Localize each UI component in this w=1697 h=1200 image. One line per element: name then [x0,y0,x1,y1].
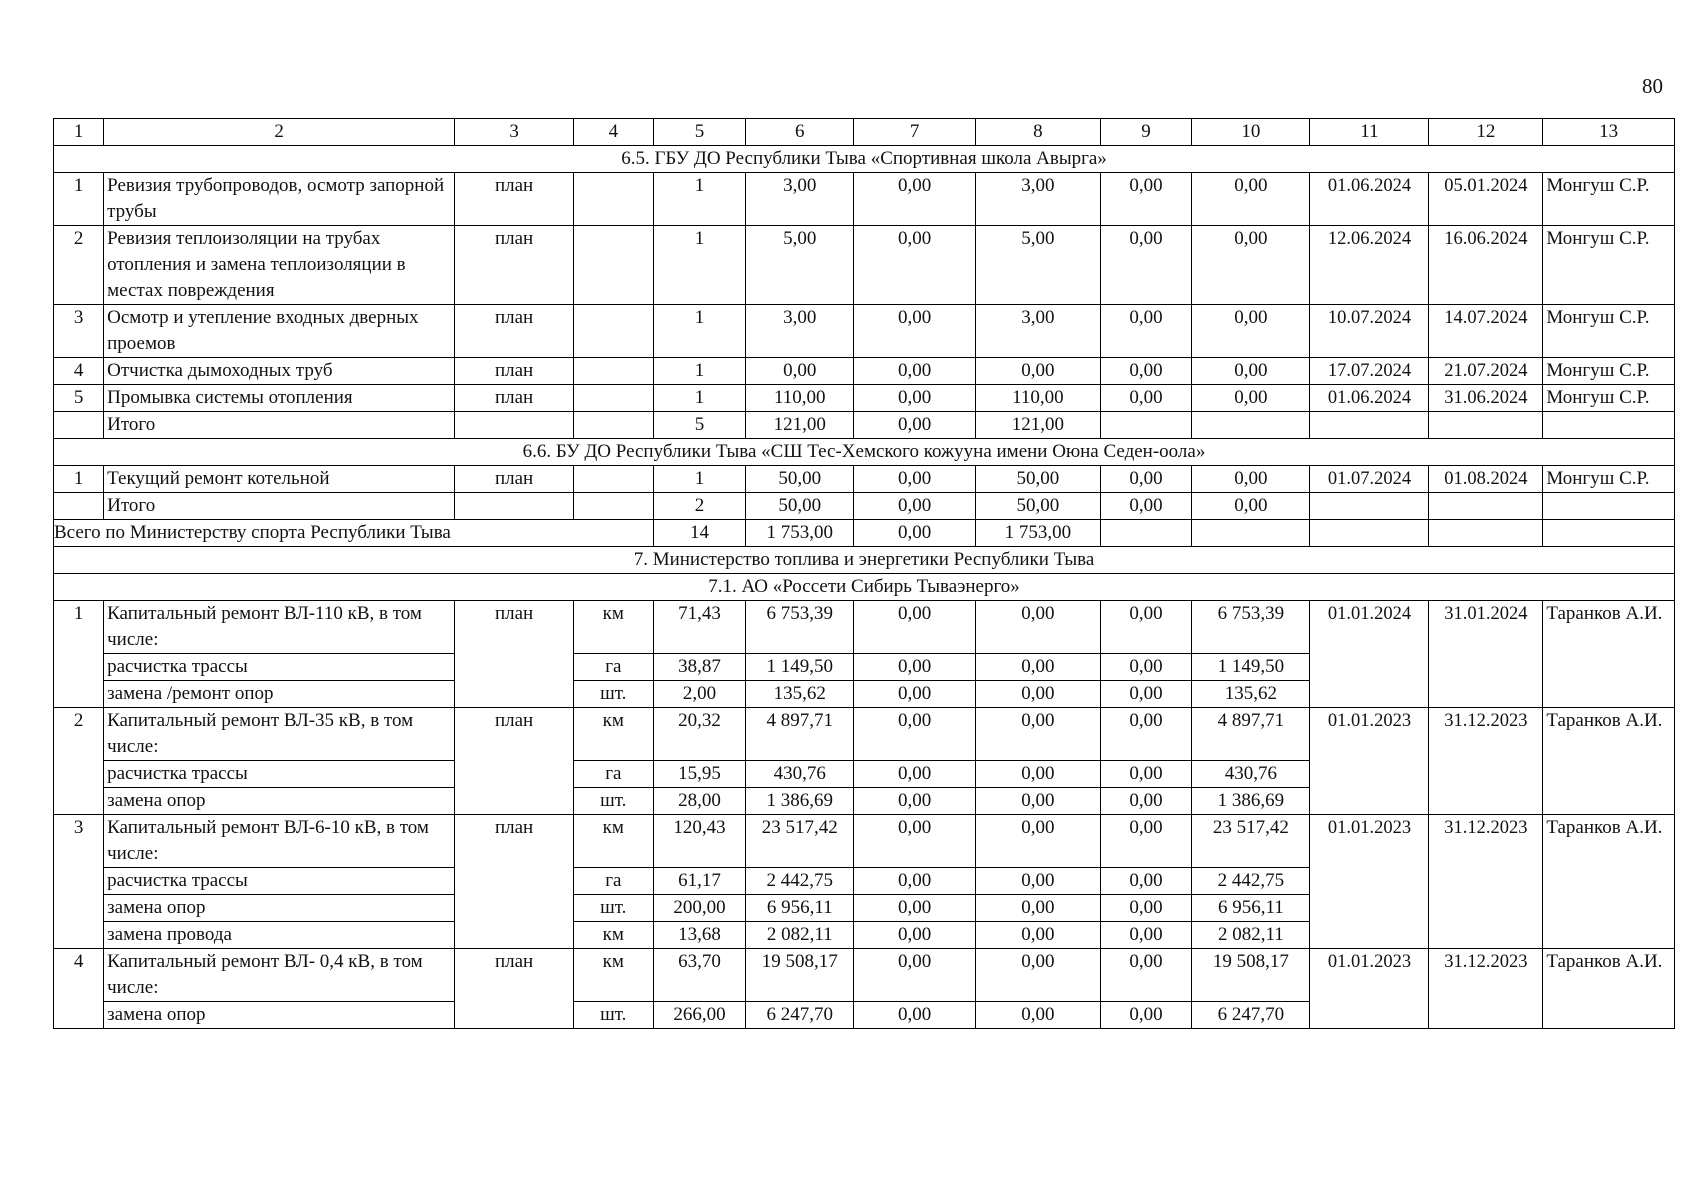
amount-9: 0,00 [1100,466,1192,493]
work-name: Промывка системы отопления [104,385,455,412]
amount-6: 1 149,50 [746,654,854,681]
column-header-6: 6 [746,119,854,146]
start-date: 01.01.2024 [1310,601,1429,708]
amount-6: 5,00 [746,226,854,305]
empty-cell [1310,412,1429,439]
responsible: Таранков А.И. [1543,815,1675,949]
start-date: 01.06.2024 [1310,173,1429,226]
amount-8: 0,00 [976,654,1100,681]
amount-8: 0,00 [976,922,1100,949]
quantity: 38,87 [653,654,746,681]
unit: шт. [574,1002,653,1029]
unit: га [574,654,653,681]
total-quantity: 2 [653,493,746,520]
work-type: план [455,949,574,1029]
unit: км [574,815,653,868]
amount-6: 6 753,39 [746,601,854,654]
section-row [54,574,1675,601]
row-number: 1 [54,466,104,493]
amount-7: 0,00 [854,761,976,788]
amount-8: 0,00 [976,1002,1100,1029]
work-name: Ревизия теплоизоляции на трубах отопления и замена теплоизоляции в местах повреждения [104,226,455,305]
total-amount-10: 0,00 [1192,493,1310,520]
start-date: 10.07.2024 [1310,305,1429,358]
responsible: Таранков А.И. [1543,708,1675,815]
table-row [54,385,1675,412]
header-row [54,119,1675,146]
work-name: замена опор [104,1002,455,1029]
empty-cell [1543,520,1675,547]
amount-7: 0,00 [854,654,976,681]
empty-cell [574,493,653,520]
amount-6: 3,00 [746,305,854,358]
quantity: 1 [653,358,746,385]
quantity: 28,00 [653,788,746,815]
amount-9: 0,00 [1100,654,1192,681]
amount-10: 135,62 [1192,681,1310,708]
amount-8: 0,00 [976,788,1100,815]
quantity: 15,95 [653,761,746,788]
amount-7: 0,00 [854,226,976,305]
amount-7: 0,00 [854,1002,976,1029]
start-date: 01.01.2023 [1310,949,1429,1029]
start-date: 17.07.2024 [1310,358,1429,385]
empty-cell [574,412,653,439]
column-header-13: 13 [1543,119,1675,146]
amount-6: 19 508,17 [746,949,854,1002]
total-row [54,493,1675,520]
unit: га [574,868,653,895]
work-type: план [455,601,574,708]
responsible: Таранков А.И. [1543,601,1675,708]
work-name: расчистка трассы [104,654,455,681]
amount-6: 50,00 [746,466,854,493]
column-header-12: 12 [1429,119,1543,146]
work-name: расчистка трассы [104,868,455,895]
row-number: 5 [54,385,104,412]
work-plan-table [53,118,1675,1029]
amount-7: 0,00 [854,305,976,358]
amount-6: 0,00 [746,358,854,385]
row-number: 2 [54,226,104,305]
work-name: замена опор [104,788,455,815]
end-date: 01.08.2024 [1429,466,1543,493]
amount-6: 110,00 [746,385,854,412]
table-row [54,708,1675,761]
start-date: 01.01.2023 [1310,708,1429,815]
section-row [54,146,1675,173]
quantity: 71,43 [653,601,746,654]
empty-cell [1192,412,1310,439]
section-title: 7. Министерство топлива и энергетики Республики Тыва [54,547,1675,574]
row-number: 3 [54,815,104,949]
column-header-3: 3 [455,119,574,146]
quantity: 61,17 [653,868,746,895]
column-header-8: 8 [976,119,1100,146]
ministry-total-amount-7: 0,00 [854,520,976,547]
end-date: 14.07.2024 [1429,305,1543,358]
ministry-total-label: Всего по Министерству спорта Республики Тыва [54,520,654,547]
ministry-total-amount-6: 1 753,00 [746,520,854,547]
amount-7: 0,00 [854,681,976,708]
work-type: план [455,305,574,358]
amount-6: 1 386,69 [746,788,854,815]
work-name: Капитальный ремонт ВЛ-6-10 кВ, в том числе: [104,815,455,868]
amount-6: 6 956,11 [746,895,854,922]
unit [574,358,653,385]
unit: км [574,949,653,1002]
empty-cell [455,493,574,520]
amount-10: 1 149,50 [1192,654,1310,681]
amount-9: 0,00 [1100,601,1192,654]
start-date: 01.01.2023 [1310,815,1429,949]
work-name: замена /ремонт опор [104,681,455,708]
work-name: замена провода [104,922,455,949]
amount-10: 0,00 [1192,466,1310,493]
end-date: 31.12.2023 [1429,815,1543,949]
column-header-7: 7 [854,119,976,146]
amount-8: 50,00 [976,466,1100,493]
work-name: Осмотр и утепление входных дверных проемов [104,305,455,358]
section-title: 6.6. БУ ДО Республики Тыва «СШ Тес-Хемского кожууна имени Оюна Седен-оола» [54,439,1675,466]
empty-cell [1310,493,1429,520]
empty-cell [1543,412,1675,439]
column-header-1: 1 [54,119,104,146]
work-type: план [455,815,574,949]
amount-10: 0,00 [1192,305,1310,358]
amount-7: 0,00 [854,949,976,1002]
quantity: 1 [653,385,746,412]
amount-9: 0,00 [1100,761,1192,788]
quantity: 1 [653,466,746,493]
column-header-10: 10 [1192,119,1310,146]
amount-8: 0,00 [976,681,1100,708]
quantity: 1 [653,305,746,358]
empty-cell [54,412,104,439]
section-row [54,439,1675,466]
amount-9: 0,00 [1100,1002,1192,1029]
total-amount-7: 0,00 [854,412,976,439]
amount-9: 0,00 [1100,173,1192,226]
total-label: Итого [104,493,455,520]
amount-10: 0,00 [1192,358,1310,385]
amount-7: 0,00 [854,708,976,761]
work-name: Капитальный ремонт ВЛ- 0,4 кВ, в том числе: [104,949,455,1002]
table-row [54,601,1675,654]
section-title: 7.1. АО «Россети Сибирь Тываэнерго» [54,574,1675,601]
column-header-9: 9 [1100,119,1192,146]
amount-7: 0,00 [854,173,976,226]
amount-9: 0,00 [1100,868,1192,895]
amount-8: 3,00 [976,173,1100,226]
unit: шт. [574,681,653,708]
amount-10: 0,00 [1192,385,1310,412]
amount-6: 6 247,70 [746,1002,854,1029]
responsible: Монгуш С.Р. [1543,385,1675,412]
amount-9: 0,00 [1100,305,1192,358]
unit: км [574,601,653,654]
amount-10: 2 082,11 [1192,922,1310,949]
unit [574,305,653,358]
table-row [54,173,1675,226]
amount-7: 0,00 [854,385,976,412]
amount-6: 23 517,42 [746,815,854,868]
amount-10: 0,00 [1192,173,1310,226]
quantity: 20,32 [653,708,746,761]
unit [574,385,653,412]
responsible: Таранков А.И. [1543,949,1675,1029]
amount-9: 0,00 [1100,815,1192,868]
section-title: 6.5. ГБУ ДО Республики Тыва «Спортивная школа Авырга» [54,146,1675,173]
amount-7: 0,00 [854,466,976,493]
total-amount-8: 121,00 [976,412,1100,439]
quantity: 266,00 [653,1002,746,1029]
column-header-4: 4 [574,119,653,146]
work-name: Отчистка дымоходных труб [104,358,455,385]
amount-6: 4 897,71 [746,708,854,761]
amount-9: 0,00 [1100,922,1192,949]
end-date: 31.01.2024 [1429,601,1543,708]
amount-6: 2 082,11 [746,922,854,949]
end-date: 31.12.2023 [1429,949,1543,1029]
work-name: расчистка трассы [104,761,455,788]
amount-9: 0,00 [1100,949,1192,1002]
row-number: 1 [54,173,104,226]
amount-9: 0,00 [1100,895,1192,922]
table-row [54,226,1675,305]
amount-9: 0,00 [1100,385,1192,412]
total-amount-8: 50,00 [976,493,1100,520]
row-number: 2 [54,708,104,815]
amount-7: 0,00 [854,895,976,922]
column-header-5: 5 [653,119,746,146]
column-header-11: 11 [1310,119,1429,146]
quantity: 1 [653,226,746,305]
ministry-total-row [54,520,1675,547]
work-name: Капитальный ремонт ВЛ-35 кВ, в том числе: [104,708,455,761]
amount-10: 6 753,39 [1192,601,1310,654]
start-date: 01.06.2024 [1310,385,1429,412]
start-date: 12.06.2024 [1310,226,1429,305]
amount-10: 2 442,75 [1192,868,1310,895]
amount-10: 4 897,71 [1192,708,1310,761]
ministry-total-amount-8: 1 753,00 [976,520,1100,547]
amount-10: 6 956,11 [1192,895,1310,922]
work-name: замена опор [104,895,455,922]
responsible: Монгуш С.Р. [1543,173,1675,226]
work-type: план [455,708,574,815]
row-number: 4 [54,949,104,1029]
quantity: 2,00 [653,681,746,708]
quantity: 63,70 [653,949,746,1002]
amount-6: 135,62 [746,681,854,708]
amount-8: 5,00 [976,226,1100,305]
responsible: Монгуш С.Р. [1543,358,1675,385]
column-header-2: 2 [104,119,455,146]
amount-6: 430,76 [746,761,854,788]
amount-8: 0,00 [976,895,1100,922]
unit: га [574,761,653,788]
unit [574,226,653,305]
row-number: 1 [54,601,104,708]
amount-10: 0,00 [1192,226,1310,305]
amount-9: 0,00 [1100,788,1192,815]
amount-9: 0,00 [1100,358,1192,385]
empty-cell [455,412,574,439]
ministry-total-quantity: 14 [653,520,746,547]
amount-10: 6 247,70 [1192,1002,1310,1029]
amount-9: 0,00 [1100,681,1192,708]
unit [574,173,653,226]
amount-8: 0,00 [976,601,1100,654]
amount-8: 0,00 [976,708,1100,761]
empty-cell [1429,412,1543,439]
empty-cell [1192,520,1310,547]
end-date: 16.06.2024 [1429,226,1543,305]
amount-9: 0,00 [1100,708,1192,761]
empty-cell [1310,520,1429,547]
table-row [54,466,1675,493]
total-label: Итого [104,412,455,439]
quantity: 120,43 [653,815,746,868]
row-number: 4 [54,358,104,385]
unit [574,466,653,493]
unit: км [574,708,653,761]
total-amount-7: 0,00 [854,493,976,520]
amount-10: 430,76 [1192,761,1310,788]
section-row [54,547,1675,574]
work-name: Капитальный ремонт ВЛ-110 кВ, в том числе: [104,601,455,654]
end-date: 31.06.2024 [1429,385,1543,412]
start-date: 01.07.2024 [1310,466,1429,493]
amount-8: 0,00 [976,949,1100,1002]
total-amount-6: 50,00 [746,493,854,520]
amount-8: 3,00 [976,305,1100,358]
end-date: 21.07.2024 [1429,358,1543,385]
work-type: план [455,173,574,226]
responsible: Монгуш С.Р. [1543,226,1675,305]
work-name: Ревизия трубопроводов, осмотр запорной трубы [104,173,455,226]
empty-cell [1100,412,1192,439]
amount-7: 0,00 [854,922,976,949]
amount-8: 0,00 [976,358,1100,385]
total-amount-9: 0,00 [1100,493,1192,520]
amount-8: 0,00 [976,761,1100,788]
total-quantity: 5 [653,412,746,439]
end-date: 31.12.2023 [1429,708,1543,815]
unit: шт. [574,895,653,922]
end-date: 05.01.2024 [1429,173,1543,226]
work-type: план [455,385,574,412]
amount-7: 0,00 [854,358,976,385]
amount-6: 2 442,75 [746,868,854,895]
table-row [54,358,1675,385]
amount-7: 0,00 [854,868,976,895]
work-type: план [455,226,574,305]
empty-cell [1429,493,1543,520]
empty-cell [54,493,104,520]
empty-cell [1429,520,1543,547]
responsible: Монгуш С.Р. [1543,466,1675,493]
unit: шт. [574,788,653,815]
amount-10: 1 386,69 [1192,788,1310,815]
responsible: Монгуш С.Р. [1543,305,1675,358]
table-row [54,305,1675,358]
quantity: 200,00 [653,895,746,922]
amount-10: 23 517,42 [1192,815,1310,868]
table-row [54,949,1675,1002]
amount-8: 0,00 [976,815,1100,868]
work-type: план [455,358,574,385]
amount-7: 0,00 [854,815,976,868]
quantity: 1 [653,173,746,226]
amount-8: 110,00 [976,385,1100,412]
empty-cell [1100,520,1192,547]
table-row [54,815,1675,868]
quantity: 13,68 [653,922,746,949]
empty-cell [1543,493,1675,520]
amount-7: 0,00 [854,788,976,815]
total-row [54,412,1675,439]
total-amount-6: 121,00 [746,412,854,439]
row-number: 3 [54,305,104,358]
work-type: план [455,466,574,493]
work-name: Текущий ремонт котельной [104,466,455,493]
unit: км [574,922,653,949]
amount-7: 0,00 [854,601,976,654]
amount-10: 19 508,17 [1192,949,1310,1002]
amount-9: 0,00 [1100,226,1192,305]
page-number: 80 [1642,74,1663,98]
amount-8: 0,00 [976,868,1100,895]
amount-6: 3,00 [746,173,854,226]
